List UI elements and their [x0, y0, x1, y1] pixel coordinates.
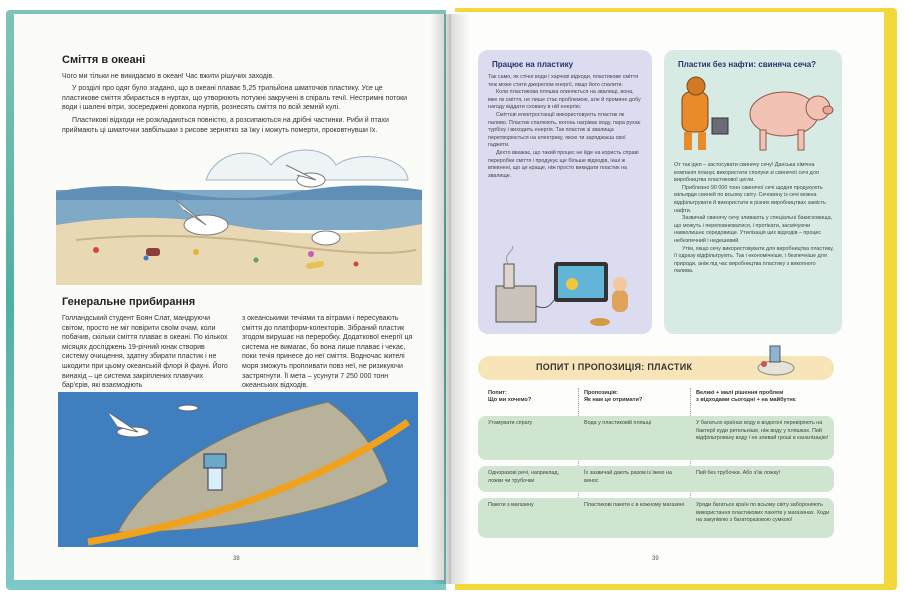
- box2-paragraph-2: Приблизно 90 000 тонн свинячої сечі щодня продукують мільярди свиней по всьому світу. Сечовину із сечі можна відфільтрувати й використати в різних виробництвах замість нафти.: [674, 184, 826, 214]
- table-header-supply: Пропозиція: Як нам це отримати?: [584, 390, 643, 403]
- banner-title: ПОПИТ І ПРОПОЗИЦІЯ: ПЛАСТИК: [536, 362, 693, 372]
- box-plastic-energy-body: [488, 74, 642, 180]
- row3-demand: Пакети з магазину: [488, 502, 534, 508]
- box1-paragraph-4: Дехто вважає, що такий процес не йде на користь справі переробки сміття і продукує ще більше відходів, інші ж впевнені, що це краще, ніж просто викидати пластик на звалище.: [488, 149, 639, 179]
- table-header-demand: Попит: Що ми хочемо?: [488, 390, 532, 403]
- box1-paragraph-2: Коли пластикова пляшка опиняється на звалищі, вона, вже як сміття, не лише стає проблемою, але й промине добу нагоду віддати сховану в ній енергію.: [488, 89, 641, 111]
- row2-supply: Їх зазвичай дають разом із їжею на винос: [584, 470, 672, 484]
- page-number-left: 38: [233, 556, 240, 562]
- box1-paragraph-1: Так само, як стічні води і харчові відходи, пластикове сміття теж може стати джерелом енергії, якщо його спалити.: [488, 74, 639, 88]
- box-plastic-energy: [478, 50, 652, 334]
- barrier-illustration: [58, 392, 418, 547]
- trash-pile-icon: [756, 340, 796, 376]
- row1-supply: Вода у пластиковій пляшці: [584, 420, 652, 426]
- page-number-right: 39: [652, 556, 659, 562]
- column-1-text: Голландський студент Боян Слат, мандруючи світом, просто не міг повірити своїм очам, коли побачив, скільки сміття плаває в океані. По кількох місяцях досліджень 19-річний юнак створив систему очищення, здатну збирати пластик і не шкодити при цьому океанській флорі й фауні. Його винахід – це система закріплених плавучих бар'єрів, які взаємодіють: [62, 315, 228, 390]
- row3-supply: Пластикові пакети є в кожному магазині: [584, 502, 684, 508]
- paragraph-2: Пластикові відходи не розкладаються повністю, а розсипаються на дрібні частинки. Риби й птахи приймають ці шматочки завбільшки з рисове зернятко за їжу і можуть померти, проковтнувши їх.: [62, 117, 389, 134]
- paragraph-1: У розділі про одяг було згадано, що в океані плаває 5,25 трильйона шматочків пластику. Усе це пластикове сміття збирається в нуртах, що утворюють потужні закручені в спіраль течії. Нестримні потоки води і шалені вітри, зосереджені довкола нуртів, рознесять сміття по всій земній кулі.: [62, 85, 408, 112]
- column-2-text: з океанськими течіями та вітрами і пересувають сміття до платформ-колекторів. Зібраний пластик згодом вирушає на переробку. Додаткової енергії ця система не вимагає, бо вона лише плаває і чекає, поки течія принесе до неї сміття. Водночас жителі моря зможуть пропливати повз неї, не ризикуючи застрягнути. Її мета – усунути 7 250 000 тонн океанських відходів.: [242, 315, 413, 390]
- heading-general-cleanup: Генеральне прибирання: [62, 296, 196, 308]
- table-header-solutions: Великі + малі рішення проблем з відходами сьогодні + на майбутнє: [696, 390, 796, 403]
- beach-illustration: [56, 140, 422, 285]
- box2-paragraph-3: Зазвичай свинячу сечу зливають у спеціальні бакисховища, що можуть і переповнюватися, і протікати, засмічуючи навколишнє середовище. Утилізація цих відходів – процес небезпечний і недешевий.: [674, 215, 833, 244]
- row3-solution: Уряди багатьох країн по всьому світу забороняють використання пластикових пакетів у магазинах. Ходи на закупівлю з багаторазовою сумкою!: [696, 502, 830, 523]
- book-gutter-shadow: [430, 14, 470, 584]
- box-pig-urine-title: Пластик без нафти: свиняча сеча?: [678, 60, 817, 69]
- row2-solution: Пий без трубочки. Або з'їж ложку!: [696, 470, 781, 476]
- row1-demand: Утамувати спрагу: [488, 420, 533, 426]
- box-pig-urine-body: [674, 162, 834, 276]
- box-plastic-energy-title: Працює на пластику: [492, 60, 574, 69]
- row1-solution: У багатьох країнах воду в водогоні перевіряють на бактерії куди ретельніше, ніж воду у пляшках. Пий відфільтровану воду і не зливай гроші в каналізацію!: [696, 420, 829, 441]
- power-plant-illustration: [492, 246, 642, 330]
- heading-ocean-trash: Сміття в океані: [62, 54, 146, 66]
- pig-and-chemist-illustration: [672, 72, 838, 158]
- box2-paragraph-4: Утім, якщо сечу використовувати для виробництва пластику, її одразу відфільтрують. Так і економічніше, і безпечніше для природи, аніж під час виробництва пластику з викопного палива.: [674, 245, 834, 275]
- intro-text: Чого ми тільки не викидаємо в океан! Час вжити рішучих заходів.: [62, 73, 275, 80]
- row2-demand: Одноразові речі, наприклад, ложки чи трубочки: [488, 470, 560, 484]
- box-pig-urine: [664, 50, 842, 334]
- box2-paragraph-1: От так ідея – застосувати свинячу сечу! Данська хімічна компанія планує використати сполуки зі свинячої сечі для виробництва пластикової цегли.: [674, 162, 819, 184]
- box1-paragraph-3: Сміттєві електростанції використовують пластик як паливо. Пластик спалюють, вогонь нагріває воду, пара рухає турбіну і виходить енергія. Так пластик зі звалища перетворюється на електрику, якою ти заряджаєш свої гаджети.: [488, 111, 641, 149]
